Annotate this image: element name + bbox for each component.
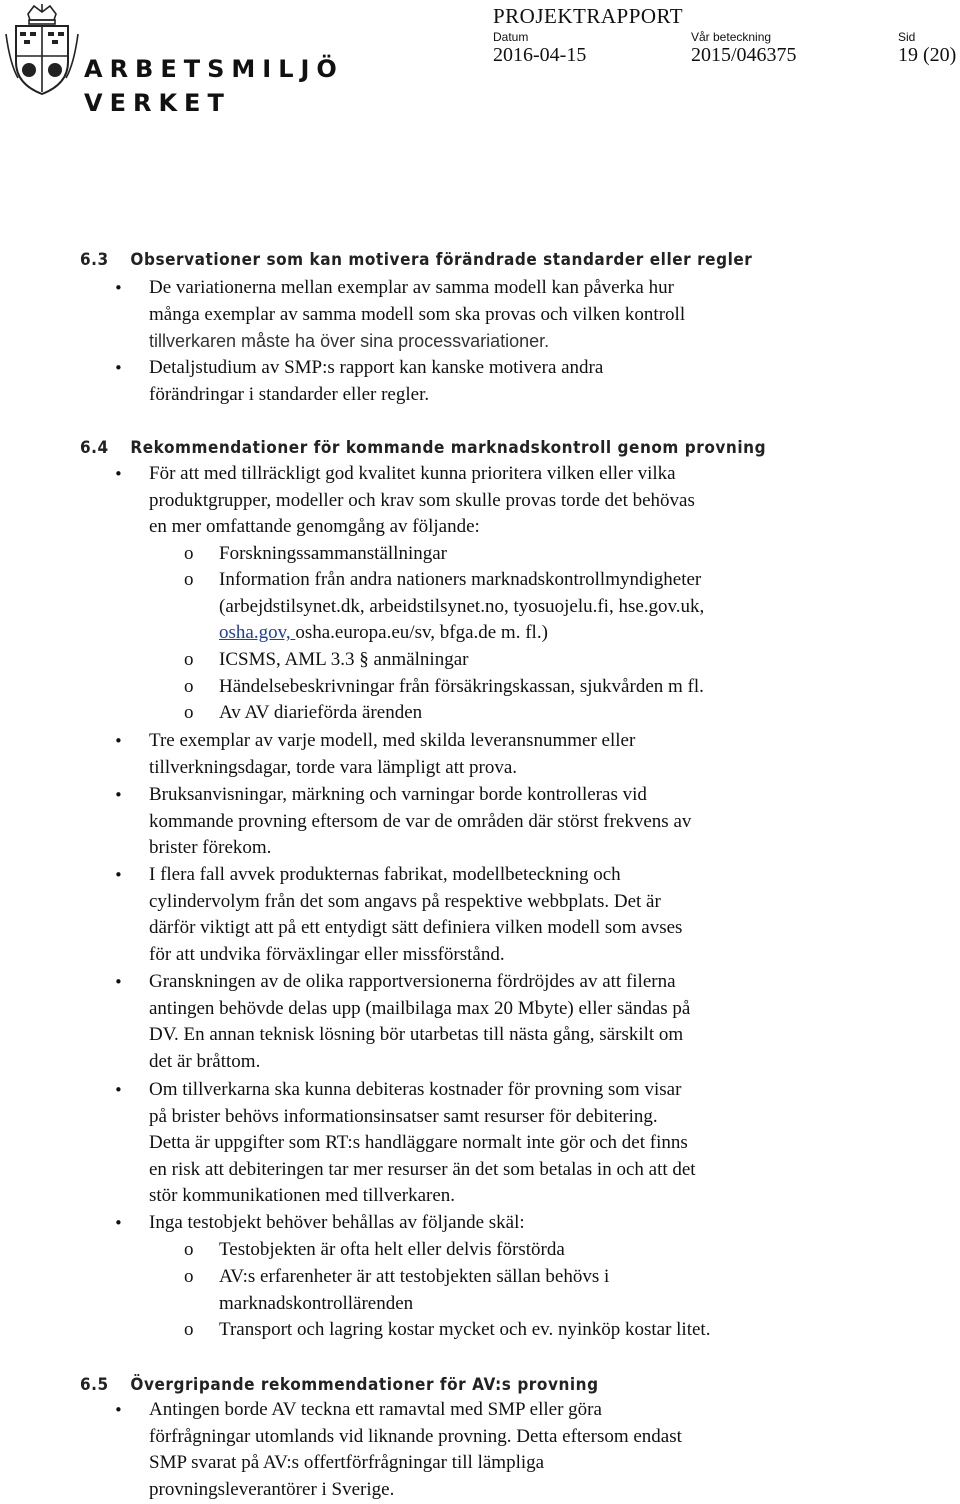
text-line: DV. En annan teknisk lösning bör utarbetas till nästa gång, särskilt om <box>149 1024 684 1046</box>
section-title: Övergripande rekommendationer för AV:s provning <box>130 1375 599 1395</box>
text-line: Detta är uppgifter som RT:s handläggare normalt inte gör och det finns <box>149 1132 688 1154</box>
reference-value: 2015/046375 <box>691 44 797 66</box>
text-line: tillverkningsdagar, torde vara lämpligt att prova. <box>149 756 518 778</box>
sub-list-item <box>219 674 704 701</box>
list-item <box>149 782 691 862</box>
list-item <box>149 1077 696 1210</box>
text-line: därför viktigt att på ett entydigt sätt definiera vilken modell som avses <box>149 917 683 939</box>
text-line: provningsleverantörer i Sverige. <box>149 1478 395 1500</box>
text-line: marknadskontrollärenden <box>219 1292 414 1314</box>
list-item <box>149 1210 525 1237</box>
text-line: o Händelsebeskrivningar från försäkringskassan, sjukvården m fl. <box>219 676 704 697</box>
text-line: det är bråttom. <box>149 1050 261 1072</box>
text-line: • Tre exemplar av varje modell, med skilda leveransnummer eller <box>149 730 636 751</box>
text-line: • Detaljstudium av SMP:s rapport kan kanske motivera andra <box>149 357 604 378</box>
agency-name <box>84 52 344 120</box>
text-line: kommande provning eftersom de var de områden där störst frekvens av <box>149 810 692 832</box>
text-line: brister förekom. <box>149 837 272 859</box>
date-label: Datum <box>493 30 529 44</box>
list-item <box>149 969 690 1075</box>
sub-list-item <box>219 541 447 568</box>
agency-name-line-1: ARBETSMILJÖ <box>84 55 344 83</box>
text-line: o AV:s erfarenheter är att testobjekten sällan behövs i <box>219 1266 610 1287</box>
section-number: 6.3 <box>80 250 109 270</box>
text-line: stör kommunikationen med tillverkaren. <box>149 1185 456 1207</box>
text-line: • Inga testobjekt behöver behållas av följande skäl: <box>149 1212 525 1233</box>
text-line: förändringar i standarder eller regler. <box>149 383 430 405</box>
text-line: (arbejdstilsynet.dk, arbeidstilsynet.no, tyosuojelu.fi, hse.gov.uk, <box>219 595 705 617</box>
sub-list-item <box>219 1264 609 1317</box>
list-item <box>149 275 685 355</box>
text-line: o Testobjekten är ofta helt eller delvis förstörda <box>219 1239 565 1260</box>
coat-of-arms-logo <box>4 4 80 96</box>
text-line: förfrågningar utomlands vid liknande provning. Detta eftersom endast <box>149 1425 682 1447</box>
list-item <box>149 461 695 541</box>
section-heading-6-4 <box>80 438 766 458</box>
text-span: osha.europa.eu/sv, bfga.de m. fl.) <box>295 622 548 644</box>
text-line: SMP svarat på AV:s offertförfrågningar till lämpliga <box>149 1452 545 1474</box>
text-line: en mer omfattande genomgång av följande: <box>149 516 480 538</box>
text-line: antingen behövde delas upp (mailbilaga max 20 Mbyte) eller sändas på <box>149 997 691 1019</box>
page-value: 19 (20) <box>898 44 957 66</box>
text-line: • I flera fall avvek produkternas fabrikat, modellbeteckning och <box>149 864 621 885</box>
text-line: • Granskningen av de olika rapportversionerna fördröjdes av att filerna <box>149 971 676 992</box>
osha-gov-link[interactable]: osha.gov, <box>219 622 296 644</box>
text-line: o Av AV diarieförda ärenden <box>219 702 423 723</box>
sub-list-item <box>219 700 422 727</box>
text-line: o Forskningssammanställningar <box>219 543 447 564</box>
text-line: o Information från andra nationers marknadskontrollmyndigheter <box>219 569 702 590</box>
text-line: • Om tillverkarna ska kunna debiteras kostnader för provning som visar <box>149 1079 682 1100</box>
text-line: • Bruksanvisningar, märkning och varningar borde kontrolleras vid <box>149 784 647 805</box>
section-number: 6.5 <box>80 1375 109 1395</box>
list-item <box>149 355 603 408</box>
page-label: Sid <box>898 30 916 44</box>
document-type: PROJEKTRAPPORT <box>493 4 684 28</box>
sub-list-item <box>219 1237 565 1264</box>
text-line: o Transport och lagring kostar mycket och ev. nyinköp kostar litet. <box>219 1319 711 1340</box>
list-item <box>149 728 635 781</box>
list-item <box>149 1397 682 1503</box>
sub-list-item <box>219 567 704 647</box>
date-value: 2016-04-15 <box>493 44 587 66</box>
sub-list-item <box>219 647 468 674</box>
text-line: en risk att debiteringen tar mer resurser än det som betalas in och att det <box>149 1158 696 1180</box>
sub-list-item <box>219 1317 710 1344</box>
text-line: tillverkaren måste ha över sina processvariationer. <box>149 331 550 352</box>
text-line <box>219 620 704 647</box>
text-line: för att undvika förväxlingar eller missförstånd. <box>149 943 505 965</box>
section-title: Rekommendationer för kommande marknadskontroll genom provning <box>130 438 767 458</box>
section-title: Observationer som kan motivera förändrade standarder eller regler <box>130 250 753 270</box>
text-line: produktgrupper, modeller och krav som skulle provas torde det behövas <box>149 489 695 511</box>
text-line: o ICSMS, AML 3.3 § anmälningar <box>219 649 469 670</box>
text-line: på brister behövs informationsinsatser samt resurser för debitering. <box>149 1105 658 1127</box>
section-heading-6-5 <box>80 1375 599 1395</box>
text-line: • För att med tillräckligt god kvalitet kunna prioritera vilken eller vilka <box>149 463 676 484</box>
text-line: cylindervolym från det som angavs på respektive webbplats. Det är <box>149 890 661 912</box>
reference-label: Vår beteckning <box>691 30 772 44</box>
text-line: många exemplar av samma modell som ska provas och vilken kontroll <box>149 303 686 325</box>
text-line: • De variationerna mellan exemplar av samma modell kan påverka hur <box>149 277 674 298</box>
section-number: 6.4 <box>80 438 109 458</box>
list-item <box>149 862 682 968</box>
section-heading-6-3 <box>80 250 752 270</box>
text-line: • Antingen borde AV teckna ett ramavtal med SMP eller göra <box>149 1399 602 1420</box>
agency-name-line-2: VERKET <box>84 89 231 117</box>
